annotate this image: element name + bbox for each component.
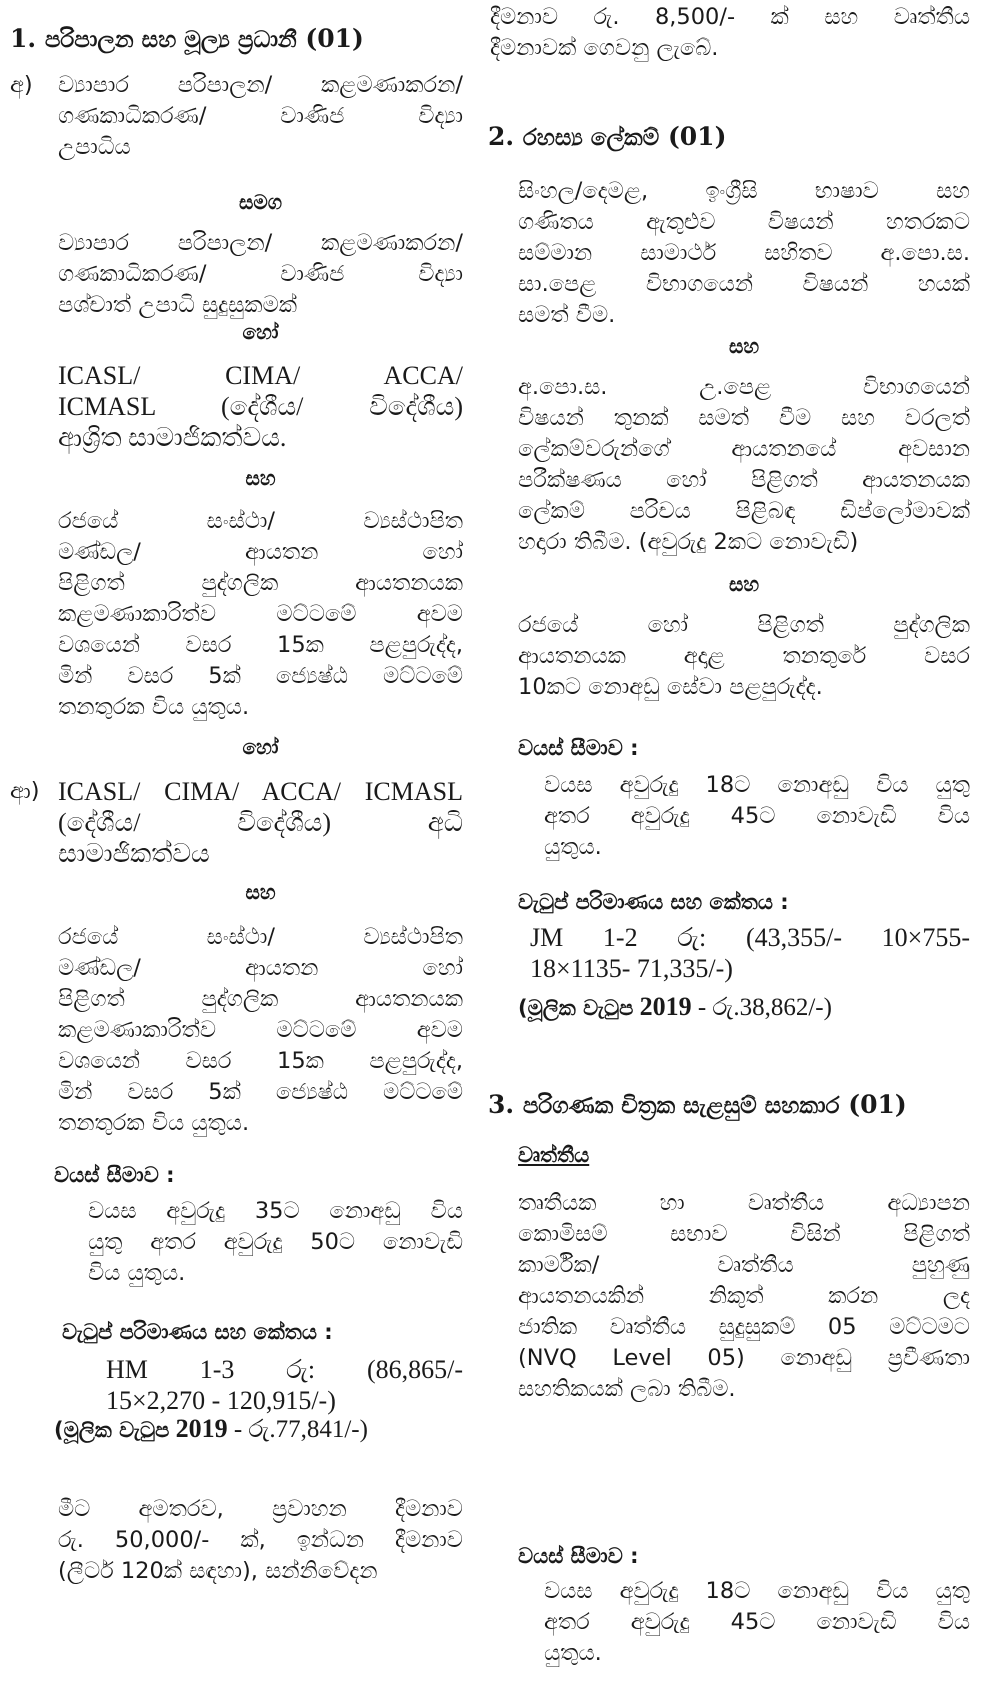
secretary-age-text-line: අතර අවුරුදු 45ට නොවැඩි විය [544,803,970,829]
designer-quals-text-line: සහතිකයක් ලබා තිබීම. [518,1376,736,1402]
experience-1-text [58,506,463,723]
secretary-salary-label: වැටුප් පරිමාණය සහ කේතය : [518,890,789,914]
item-aa-prefix: ආ) [10,778,40,804]
experience-1-text-line: මණ්ඩල/ ආයතන හෝ [58,539,463,565]
secretary-quals-1-text-line: සමත් වීම. [518,302,616,328]
salary-scale-label: වැටුප් පරිමාණය සහ කේතය : [62,1320,333,1344]
secretary-quals-2-text [518,372,970,558]
section-2-heading [488,122,726,151]
item-a-text-line: ව්‍යාපාර පරිපාලන/ කළමණාකරන/ [58,72,463,98]
secretary-experience-text-line: 10කට නොඅඩු සේවා පළපුරුද්ද. [518,674,823,700]
age-limit-text-line: වයස අවුරුදු 35ට නොඅඩු විය [88,1198,463,1224]
secretary-age-label: වයස් සීමාව : [518,736,639,760]
secretary-age-text [544,770,970,863]
connector-saha-1: සහ [245,466,276,490]
connector-ho-2: හෝ [242,735,279,759]
connector-saha-2: සහ [245,880,276,904]
allowance-continued-text-line: දීමනාවක් ගෙවනු ලැබේ. [490,35,719,61]
secretary-salary-text-line: JM 1-2 රු: (43,355/- 10×755- [530,923,970,952]
section-3-number: 3. [488,1090,515,1119]
secretary-quals-1-text-line: සිංහල/දෙමළ, ඉංග්‍රීසි භාෂාව සහ [518,178,970,204]
membership-text-line: ICASL/ CIMA/ ACCA/ [58,361,463,390]
designer-quals-text-line: ජාතික වෘත්තීය සුදුසුකම් 05 මට්ටමට [518,1314,970,1340]
secretary-quals-2-text-line: ලේකම් පරිචය පිළිබඳ ඩිප්ලෝමාවක් [518,498,970,524]
item-aa-text [58,776,463,869]
secretary-experience-text-line: රජයේ හෝ පිළිගත් පුද්ගලික [518,612,970,638]
membership-text-line: ආශ්‍රිත සාමාජිකත්වය. [58,423,287,452]
designer-age-label: වයස් සීමාව : [518,1544,639,1568]
connector-samaga: සමග [238,190,283,214]
designer-quals-text-line: ආයතනයකින් නිකුත් කරන ලද [518,1283,970,1309]
item-a-text-line: ගණකාධිකරණ/ වාණිජ විද්‍යා [58,103,463,129]
allowance-continued-text [490,2,970,64]
connector-saha-3: සහ [728,334,760,358]
salary-scale-text [106,1354,463,1416]
item-a-text-line: උපාධිය [58,134,131,160]
section-2-count: (01) [667,122,727,151]
secretary-basic-salary-line [518,992,832,1022]
experience-1-text-line: රජයේ සංස්ථා/ ව්‍යස්ථාපිත [58,508,463,534]
experience-1-text-line: වශයෙන් වසර 15ක පළපුරුද්ද, [58,632,463,658]
section-1-count: (01) [305,24,364,53]
basic-salary-line [54,1414,368,1444]
designer-quals-text-line: තෘතීයක හා වෘත්තීය අධ්‍යාපන [518,1190,970,1216]
section-2-title: රහස්‍ය ලේකම් [522,125,660,151]
postgrad-text-line: පශ්චාත් උපාධි සුදුසුකමක් [58,292,298,318]
secretary-quals-1-text [518,176,970,331]
allowance-text [58,1494,463,1587]
designer-quals-text-line: කාර්මික/ වෘත්තීය පුහුණු [518,1252,970,1278]
experience-2-text-line: රජයේ සංස්ථා/ ව්‍යස්ථාපිත [58,924,463,950]
experience-1-text-line: පිළිගත් පුද්ගලික ආයතනයක [58,570,463,596]
item-a-text [58,70,463,163]
section-1-number: 1. [10,24,37,53]
age-limit-text-line: විය යුතුය. [88,1260,186,1286]
experience-2-text [58,922,463,1139]
secretary-salary-text-line: 18×1135- 71,335/-) [530,954,733,983]
secretary-quals-2-text-line: ලේකම්වරුන්ගේ ආයතනයේ අවසාන [518,436,970,462]
age-limit-text-line: යුතු අතර අවුරුදු 50ට නොවැඩි [88,1229,463,1255]
experience-1-text-line: කළමණාකාරිත්ව මට්ටමේ අවම [58,601,463,627]
item-aa-text-line: ICASL/ CIMA/ ACCA/ ICMASL [58,777,463,806]
experience-2-text-line: මින් වසර 5ක් ජ්‍යෙෂ්ඨ මට්ටමේ [58,1079,463,1105]
connector-saha-4: සහ [728,572,760,596]
secretary-salary-text [530,922,970,984]
allowance-continued-text-line: දීමනාව රු. 8,500/- ක් සහ වෘත්තීය [490,4,970,30]
secretary-quals-1-text-line: සම්මාන සාමාර්ථ සහිතව අ.පො.ස. [518,240,970,266]
age-limit-text [88,1196,463,1289]
designer-age-text-line: අතර අවුරුදු 45ට නොවැඩි විය [544,1609,970,1635]
vocational-subheading: වෘත්තීය [518,1143,590,1167]
secretary-age-text-line: වයස අවුරුදු 18ට නොඅඩු විය යුතු [544,772,970,798]
secretary-quals-1-text-line: ගණිතය ඇතුළුව විෂයන් හතරකට [518,209,970,235]
allowance-text-line: රු. 50,000/- ක්, ඉන්ධන දීමනාව [58,1527,463,1553]
secretary-experience-text-line: ආයතනයක අදාළ තනතුරේ වසර [518,643,970,669]
membership-text-line: ICMASL (දේශීය/ විදේශීය) [58,392,463,421]
experience-2-text-line: තනතුරක විය යුතුය. [58,1110,250,1136]
secretary-basic-salary-label: (මූලික වැටුප [518,996,634,1020]
secretary-basic-salary-amount: - රු.38,862/-) [697,994,832,1021]
item-a-prefix: අ) [10,72,33,98]
experience-1-text-line: තනතුරක විය යුතුය. [58,694,250,720]
designer-age-text-line: වයස අවුරුදු 18ට නොඅඩු විය යුතු [544,1578,970,1604]
secretary-quals-2-text-line: අ.පො.ස. උ.පෙළ විභාගයෙන් [518,374,970,400]
section-3-heading [488,1090,907,1119]
experience-2-text-line: පිළිගත් පුද්ගලික ආයතනයක [58,986,463,1012]
experience-1-text-line: මින් වසර 5ක් ජ්‍යෙෂ්ඨ මට්ටමේ [58,663,463,689]
designer-quals-text [518,1188,970,1405]
basic-salary-year: 2019 [175,1414,228,1443]
designer-quals-text-line: (NVQ Level 05) නොඅඩු ප්‍රවීණතා [518,1345,970,1371]
experience-2-text-line: මණ්ඩල/ ආයතන හෝ [58,955,463,981]
experience-2-text-line: වශයෙන් වසර 15ක පළපුරුද්ද, [58,1048,463,1074]
secretary-experience-text [518,610,970,703]
basic-salary-label: (මූලික වැටුප [54,1418,170,1442]
connector-ho-1: හෝ [242,320,279,344]
secretary-age-text-line: යුතුය. [544,834,602,860]
section-1-heading [10,24,364,53]
designer-age-text [544,1576,970,1669]
designer-age-text-line: යුතුය. [544,1640,602,1666]
section-1-title: පරිපාලන සහ මූල්‍ය ප්‍රධානී [44,27,297,53]
secretary-basic-salary-year: 2019 [639,992,692,1021]
section-3-count: (01) [848,1090,907,1119]
item-aa-text-line: (දේශීය/ විදේශීය) අධි [58,808,463,837]
postgrad-text-line: ගණකාධිකරණ/ වාණිජ විද්‍යා [58,261,463,287]
postgrad-text [58,228,463,321]
item-aa-text-line: සාමාජිකත්වය [58,839,210,868]
salary-scale-text-line: 15×2,270 - 120,915/-) [106,1386,336,1415]
membership-text [58,360,463,453]
allowance-text-line: (ලීටර් 120ක් සඳහා), සන්නිවේදන [58,1558,378,1584]
experience-2-text-line: කළමණාකාරිත්ව මට්ටමේ අවම [58,1017,463,1043]
secretary-quals-2-text-line: හදාරා තිබීම. (අවුරුදු 2කට නොවැඩි) [518,529,859,555]
section-3-title: පරිගණක චිත්‍රක සැළසුම් සහකාර [522,1093,840,1119]
designer-quals-text-line: කොමිසම් සභාව විසින් පිළිගත් [518,1221,970,1247]
secretary-quals-2-text-line: විෂයන් තුනක් සමත් වීම සහ වරලත් [518,405,970,431]
age-limit-label: වයස් සීමාව : [54,1163,175,1187]
section-2-number: 2. [488,122,515,151]
salary-scale-text-line: HM 1-3 රු: (86,865/- [106,1355,463,1384]
allowance-text-line: මීට අමතරව, ප්‍රවාහන දීමනාව [58,1496,463,1522]
basic-salary-amount: - රු.77,841/-) [233,1416,368,1443]
secretary-quals-2-text-line: පරීක්ෂණය හෝ පිළිගත් ආයතනයක [518,467,970,493]
postgrad-text-line: ව්‍යාපාර පරිපාලන/ කළමණාකරන/ [58,230,463,256]
secretary-quals-1-text-line: සා.පෙළ විභාගයෙන් විෂයන් හයක් [518,271,970,297]
